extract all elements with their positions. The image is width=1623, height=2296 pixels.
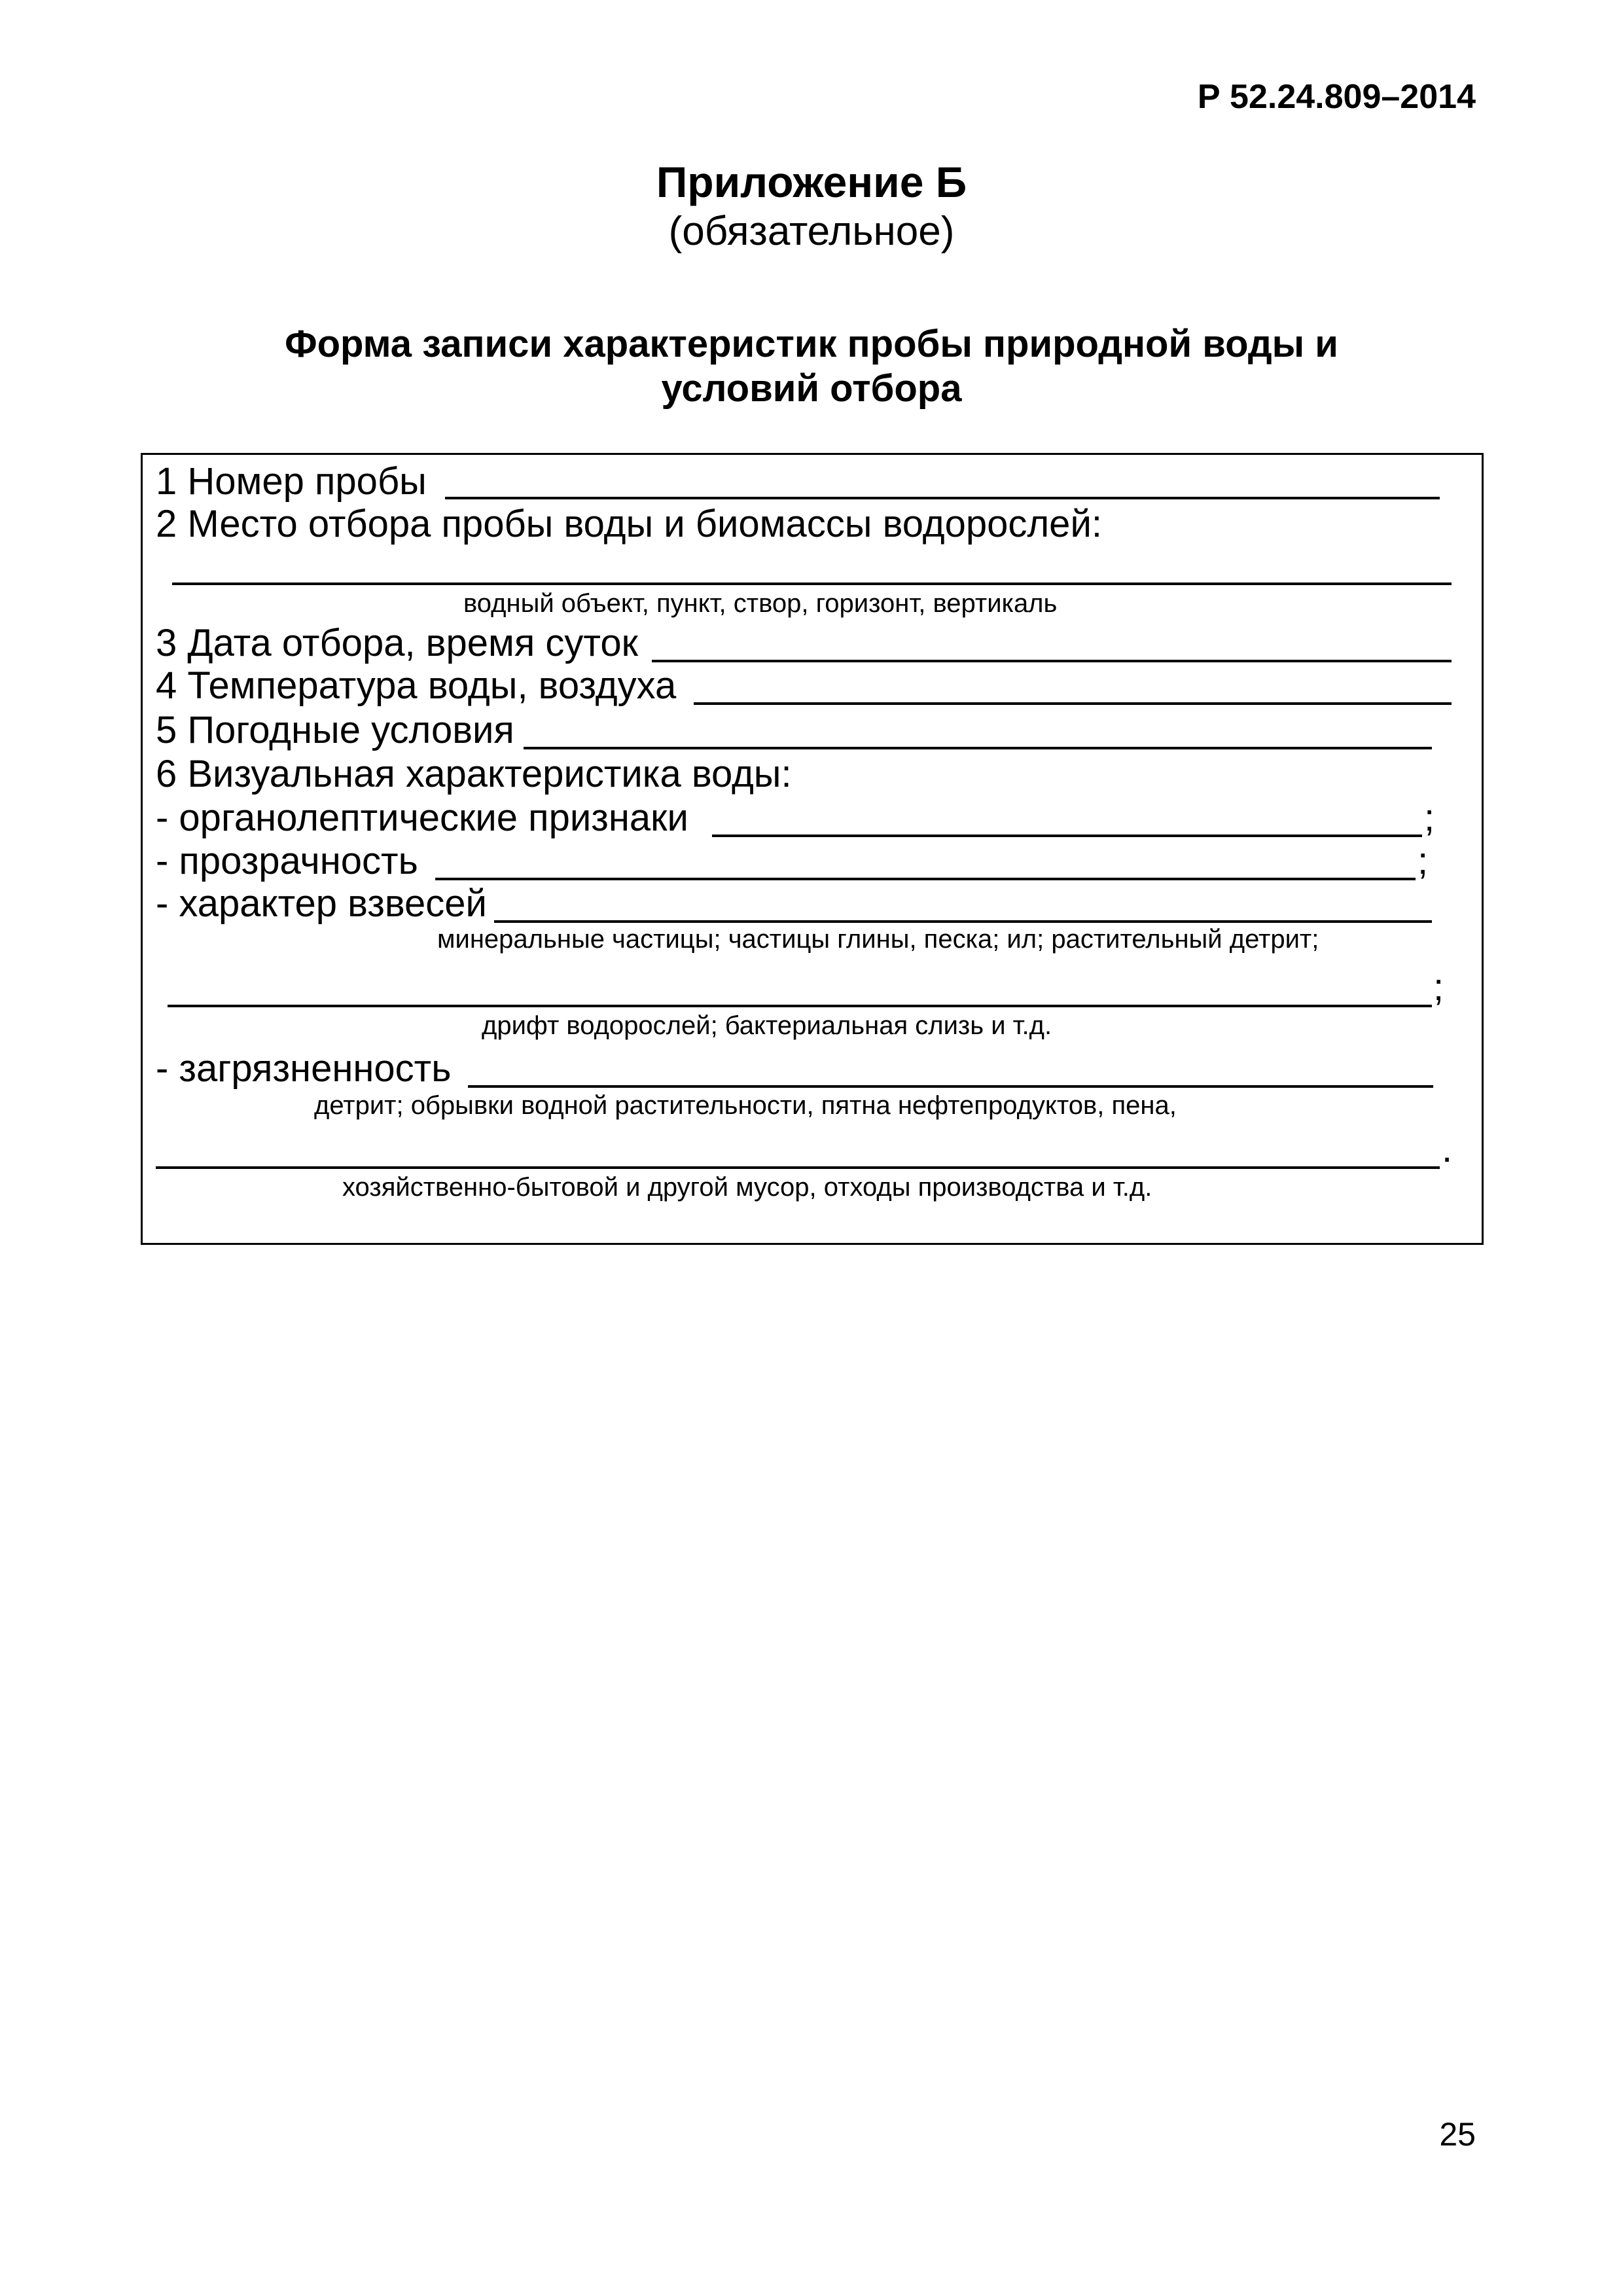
sampling-location-hint: водный объект, пункт, створ, горизонт, вертикаль xyxy=(463,589,1058,618)
temperature-field[interactable] xyxy=(694,702,1452,705)
sampling-location-label: 2 Место отбора пробы воды и биомассы водорослей: xyxy=(156,503,1102,545)
suspension-label: - характер взвесей xyxy=(156,882,487,925)
form-title-line2: условий отбора xyxy=(661,367,962,410)
transparency-label: - прозрачность xyxy=(156,840,418,882)
pollution-field[interactable] xyxy=(468,1085,1433,1088)
sample-number-field[interactable] xyxy=(445,497,1440,499)
pollution-label: - загрязненность xyxy=(156,1047,452,1090)
page-number: 25 xyxy=(1439,2116,1476,2153)
weather-label: 5 Погодные условия xyxy=(156,709,514,751)
form-title xyxy=(0,322,1623,411)
organoleptic-field[interactable] xyxy=(712,834,1422,837)
suspension-hint-1: минеральные частицы; частицы глины, песка; ил; растительный детрит; xyxy=(437,925,1319,954)
appendix-status: (обязательное) xyxy=(668,209,955,254)
visual-characteristics-label: 6 Визуальная характеристика воды: xyxy=(156,753,792,795)
suspension-semicolon: ; xyxy=(1433,966,1444,1009)
temperature-label: 4 Температура воды, воздуха xyxy=(156,664,677,707)
transparency-semicolon: ; xyxy=(1418,840,1429,882)
pollution-hint-2: хозяйственно-бытовой и другой мусор, отходы производства и т.д. xyxy=(342,1173,1152,1202)
appendix-title: Приложение Б xyxy=(656,158,967,206)
pollution-field-2[interactable] xyxy=(156,1166,1440,1169)
transparency-field[interactable] xyxy=(435,878,1416,880)
suspension-hint-2: дрифт водорослей; бактериальная слизь и т.д. xyxy=(482,1011,1052,1040)
sampling-location-field[interactable] xyxy=(172,583,1452,585)
suspension-field-2[interactable] xyxy=(168,1005,1432,1007)
sample-number-label: 1 Номер пробы xyxy=(156,460,427,503)
document-code: Р 52.24.809–2014 xyxy=(1197,78,1476,116)
suspension-field[interactable] xyxy=(494,920,1432,923)
sampling-date-label: 3 Дата отбора, время суток xyxy=(156,622,638,664)
sampling-date-field[interactable] xyxy=(652,660,1452,662)
pollution-hint-1: детрит; обрывки водной растительности, пятна нефтепродуктов, пена, xyxy=(314,1091,1177,1120)
organoleptic-semicolon: ; xyxy=(1424,797,1435,839)
organoleptic-label: - органолептические признаки xyxy=(156,797,688,839)
weather-field[interactable] xyxy=(524,747,1432,749)
form-title-line1: Форма записи характеристик пробы природной воды и xyxy=(285,323,1338,365)
pollution-period: . xyxy=(1442,1128,1453,1170)
form-box xyxy=(141,453,1484,1245)
